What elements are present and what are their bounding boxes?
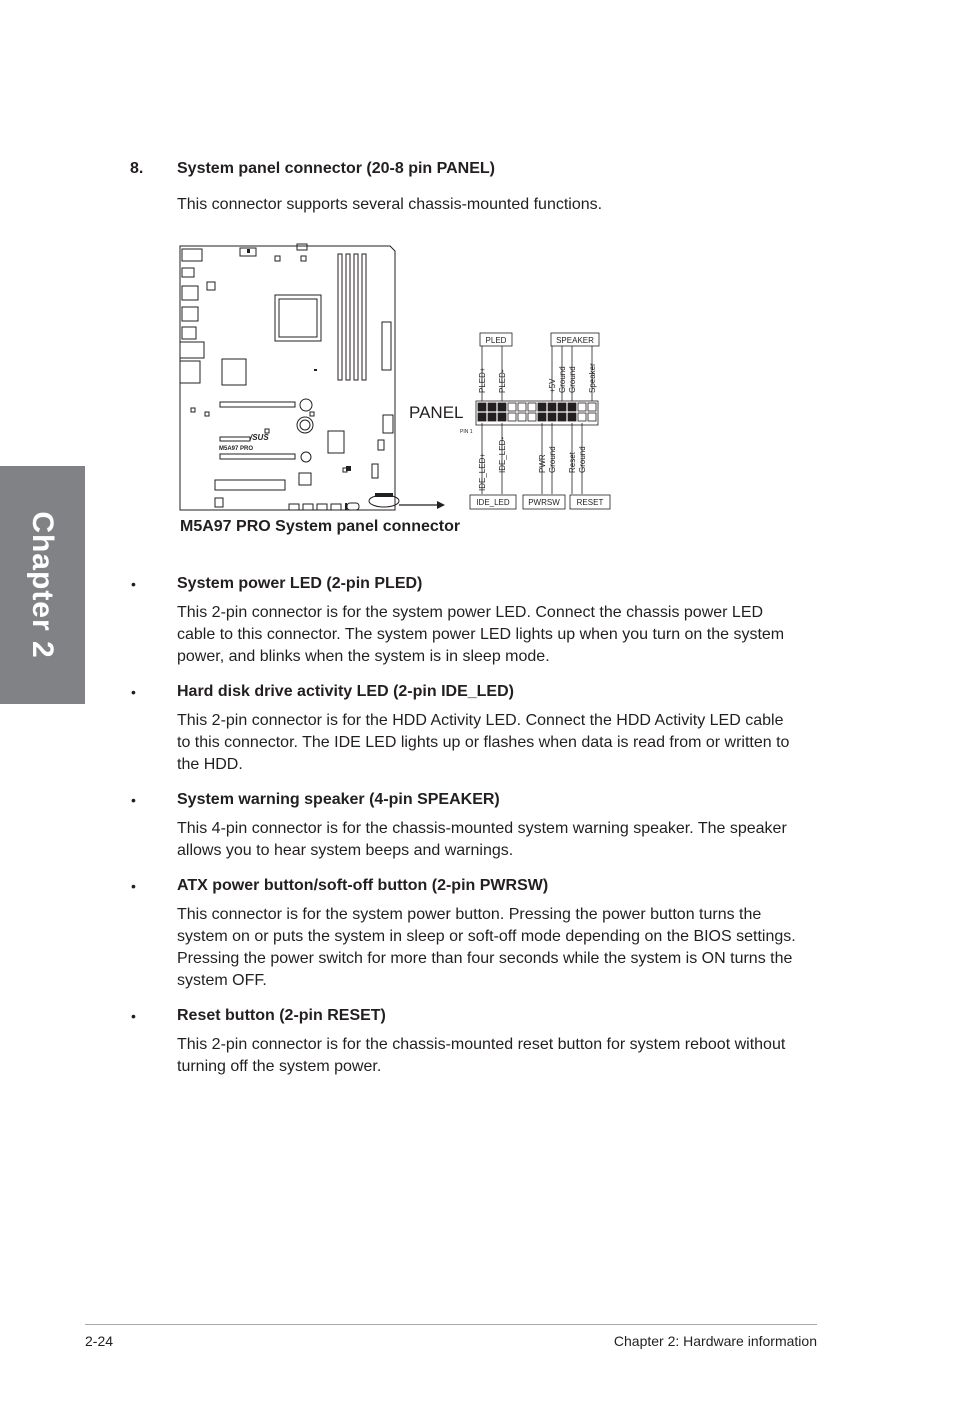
item-bullet: •: [131, 792, 136, 808]
item-bullet: •: [131, 1008, 136, 1024]
header-pin: [498, 413, 506, 421]
item-description-line: This 4-pin connector is for the chassis-mounted system warning speaker. The speaker: [177, 820, 787, 837]
reset-group-label: RESET: [576, 498, 604, 507]
panel-connector-diagram: [175, 240, 615, 545]
footer-chapter-title: Chapter 2: Hardware information: [613, 1333, 817, 1349]
header-pin: [508, 403, 516, 411]
item-title: ATX power button/soft-off button (2-pin PWRSW): [177, 877, 549, 894]
motherboard-details: [247, 249, 393, 510]
bottom-pin-label: PWR: [538, 454, 547, 473]
item-description-line: to this connector. The IDE LED lights up or flashes when data is read from or written to: [177, 734, 790, 751]
header-pin: [548, 413, 556, 421]
item-description: [177, 904, 822, 992]
header-pin: [558, 413, 566, 421]
top-pin-label: PLED-: [498, 369, 507, 393]
item-description-line: system OFF.: [177, 972, 267, 989]
speaker-group-label: SPEAKER: [556, 336, 594, 345]
pin1-label: PIN 1: [460, 429, 473, 435]
item-title: System power LED (2-pin PLED): [177, 575, 423, 592]
header-pin: [488, 403, 496, 411]
item-description: [177, 1034, 822, 1078]
header-pin: [478, 413, 486, 421]
top-pin-label: Speaker: [588, 363, 597, 393]
bottom-pin-labels: [478, 423, 587, 494]
item-description: [177, 710, 822, 776]
header-pin: [518, 403, 526, 411]
header-pin: [538, 403, 546, 411]
item-description: [177, 602, 822, 668]
bottom-pin-label: Reset: [568, 452, 577, 473]
item-description-line: This 2-pin connector is for the system power LED. Connect the chassis power LED: [177, 604, 764, 621]
top-pin-labels: [478, 346, 597, 401]
pwrsw-group-label: PWRSW: [528, 498, 560, 507]
header-pin: [548, 403, 556, 411]
header-pin: [498, 403, 506, 411]
pled-group-label: PLED: [485, 336, 507, 345]
header-pin: [588, 403, 596, 411]
header-pin: [528, 413, 536, 421]
chapter-tab-label: Chapter 2: [26, 511, 59, 659]
item-description-line: This 2-pin connector is for the HDD Activity LED. Connect the HDD Activity LED cable: [177, 712, 784, 729]
top-pin-label: Ground: [568, 366, 577, 393]
header-pin: [478, 403, 486, 411]
item-description-line: Pressing the power switch for more than four seconds while the system is ON turns the: [177, 950, 793, 967]
item-description-line: the HDD.: [177, 756, 243, 773]
bottom-pin-label: Ground: [578, 446, 587, 473]
pin-header: [476, 401, 598, 425]
top-pin-label: Ground: [558, 366, 567, 393]
header-pin: [578, 403, 586, 411]
item-description-line: system on or puts the system in sleep or soft-off mode depending on the BIOS settings.: [177, 928, 796, 945]
header-pin: [538, 413, 546, 421]
bottom-pin-label: IDE_LED-: [498, 436, 507, 473]
header-pin: [508, 413, 516, 421]
pointer-arrow-head: [437, 501, 445, 509]
top-pin-label: +5V: [548, 378, 557, 393]
diagram-caption: M5A97 PRO System panel connector: [180, 518, 461, 535]
board-model-label: M5A97 PRO: [219, 446, 254, 452]
item-description-line: power, and blinks when the system is in sleep mode.: [177, 648, 550, 665]
header-pin: [488, 413, 496, 421]
motherboard-outline: [180, 244, 399, 510]
header-pin: [528, 403, 536, 411]
item-description-line: cable to this connector. The system power LED lights up when you turn on the system: [177, 626, 785, 643]
header-pin: [568, 413, 576, 421]
board-brand-logo: /SUS: [250, 433, 269, 442]
ide-led-group-label: IDE_LED: [476, 498, 510, 507]
footer-page-number: 2-24: [85, 1333, 114, 1349]
item-title: System warning speaker (4-pin SPEAKER): [177, 791, 500, 808]
item-description-line: This 2-pin connector is for the chassis-mounted reset button for system reboot without: [177, 1036, 786, 1053]
top-pin-label: PLED+: [478, 367, 487, 393]
item-title: Reset button (2-pin RESET): [177, 1007, 386, 1024]
section-number: 8.: [130, 160, 144, 177]
item-title: Hard disk drive activity LED (2-pin IDE_LED): [177, 683, 514, 700]
item-description-line: allows you to hear system beeps and warnings.: [177, 842, 514, 859]
header-pin: [578, 413, 586, 421]
panel-label: PANEL: [409, 403, 464, 422]
bottom-pin-label: Ground: [548, 446, 557, 473]
item-description: [177, 818, 822, 862]
item-bullet: •: [131, 878, 136, 894]
header-pin: [568, 403, 576, 411]
footer-divider: [85, 1324, 817, 1325]
section-intro: This connector supports several chassis-mounted functions.: [177, 196, 603, 213]
item-bullet: •: [131, 684, 136, 700]
item-description-line: turning off the system power.: [177, 1058, 382, 1075]
header-pin: [518, 413, 526, 421]
section-title: System panel connector (20-8 pin PANEL): [177, 160, 495, 177]
header-pin: [588, 413, 596, 421]
bottom-pin-label: IDE_LED+: [478, 452, 487, 491]
item-bullet: •: [131, 576, 136, 592]
item-description-line: This connector is for the system power button. Pressing the power button turns the: [177, 906, 762, 923]
header-pin: [558, 403, 566, 411]
